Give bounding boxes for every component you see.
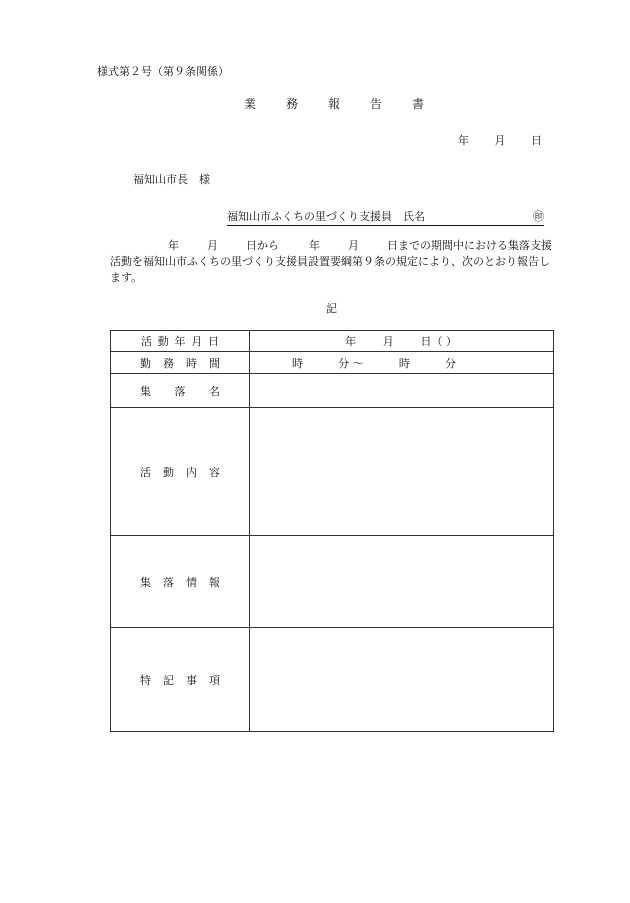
label-work-hours: [111, 352, 250, 374]
date-day-unit: 日（ ）: [420, 335, 457, 348]
label-char: 落: [163, 575, 174, 589]
activity-date-field[interactable]: [250, 331, 554, 352]
title-char: 告: [369, 97, 382, 111]
date-year: 年: [458, 134, 469, 147]
work-hours-field[interactable]: [250, 352, 554, 374]
settlement-name-field[interactable]: [250, 374, 554, 408]
body-year2: 年: [309, 239, 320, 252]
label-char: 日: [208, 335, 219, 348]
label-char: 特: [140, 673, 151, 687]
label-activity-content: [111, 408, 250, 536]
title-char: 務: [285, 97, 298, 111]
date-day: 日: [531, 134, 542, 147]
settlement-info-field[interactable]: [250, 536, 554, 628]
label-char: 情: [186, 575, 197, 589]
reporter-line: [227, 208, 544, 226]
body-month2: 月: [348, 239, 359, 252]
label-special-notes: [111, 628, 250, 732]
date-month-unit: 月: [382, 335, 394, 348]
body-rest: 日までの期間中における集落支援活動を福知山市ふくちの里づくり支援員設置要綱第９条の規定により、次のとおり報告します。: [110, 239, 552, 284]
end-hour-unit: 時: [398, 356, 410, 370]
end-minute-unit: 分: [444, 356, 456, 370]
label-char: 間: [209, 356, 220, 370]
start-minute-unit: 分 ～: [338, 356, 364, 370]
label-settlement-info: [111, 536, 250, 628]
label-char: 記: [163, 673, 174, 687]
table-row: [111, 374, 554, 408]
form-number: 様式第２号（第９条関係）: [97, 65, 229, 78]
activity-report-table: [110, 330, 554, 732]
title-char: 報: [327, 97, 340, 111]
label-char: 集: [140, 575, 151, 589]
body-month1: 月: [207, 239, 218, 252]
addressee: 福知山市長 様: [133, 173, 210, 186]
seal-mark: ㊞: [533, 210, 544, 223]
table-row: [111, 536, 554, 628]
report-date: [458, 132, 542, 148]
label-char: 内: [186, 465, 197, 479]
body-year1: 年: [168, 239, 179, 252]
label-char: 落: [174, 384, 186, 398]
start-hour-unit: 時: [292, 356, 303, 370]
reporter-label: 福知山市ふくちの里づくり支援員 氏名: [227, 210, 425, 223]
title-char: 書: [411, 97, 424, 111]
label-char: 活: [140, 465, 151, 479]
table-row: [111, 408, 554, 536]
label-char: 集: [140, 384, 151, 398]
label-char: 報: [209, 575, 220, 589]
label-char: 動: [157, 335, 169, 348]
label-activity-date: [111, 331, 250, 352]
report-body: [110, 238, 555, 286]
date-month: 月: [494, 134, 506, 147]
label-char: 務: [163, 356, 174, 370]
label-char: 容: [209, 465, 220, 479]
activity-content-field[interactable]: [250, 408, 554, 536]
label-char: 年: [174, 335, 186, 348]
body-from: 日から: [246, 239, 279, 252]
ki-mark: 記: [326, 302, 337, 315]
label-char: 項: [209, 673, 220, 687]
label-char: 事: [186, 673, 197, 687]
label-char: 名: [209, 384, 220, 398]
title-char: 業: [244, 97, 257, 111]
date-year-unit: 年: [345, 335, 356, 348]
label-char: 勤: [140, 356, 151, 370]
label-char: 月: [191, 335, 203, 348]
table-row: [111, 628, 554, 732]
label-settlement-name: [111, 374, 250, 408]
table-row: [111, 331, 554, 352]
label-char: 活: [141, 335, 152, 348]
label-char: 時: [186, 356, 197, 370]
table-row: [111, 352, 554, 374]
document-title: [244, 95, 424, 112]
label-char: 動: [163, 465, 174, 479]
special-notes-field[interactable]: [250, 628, 554, 732]
